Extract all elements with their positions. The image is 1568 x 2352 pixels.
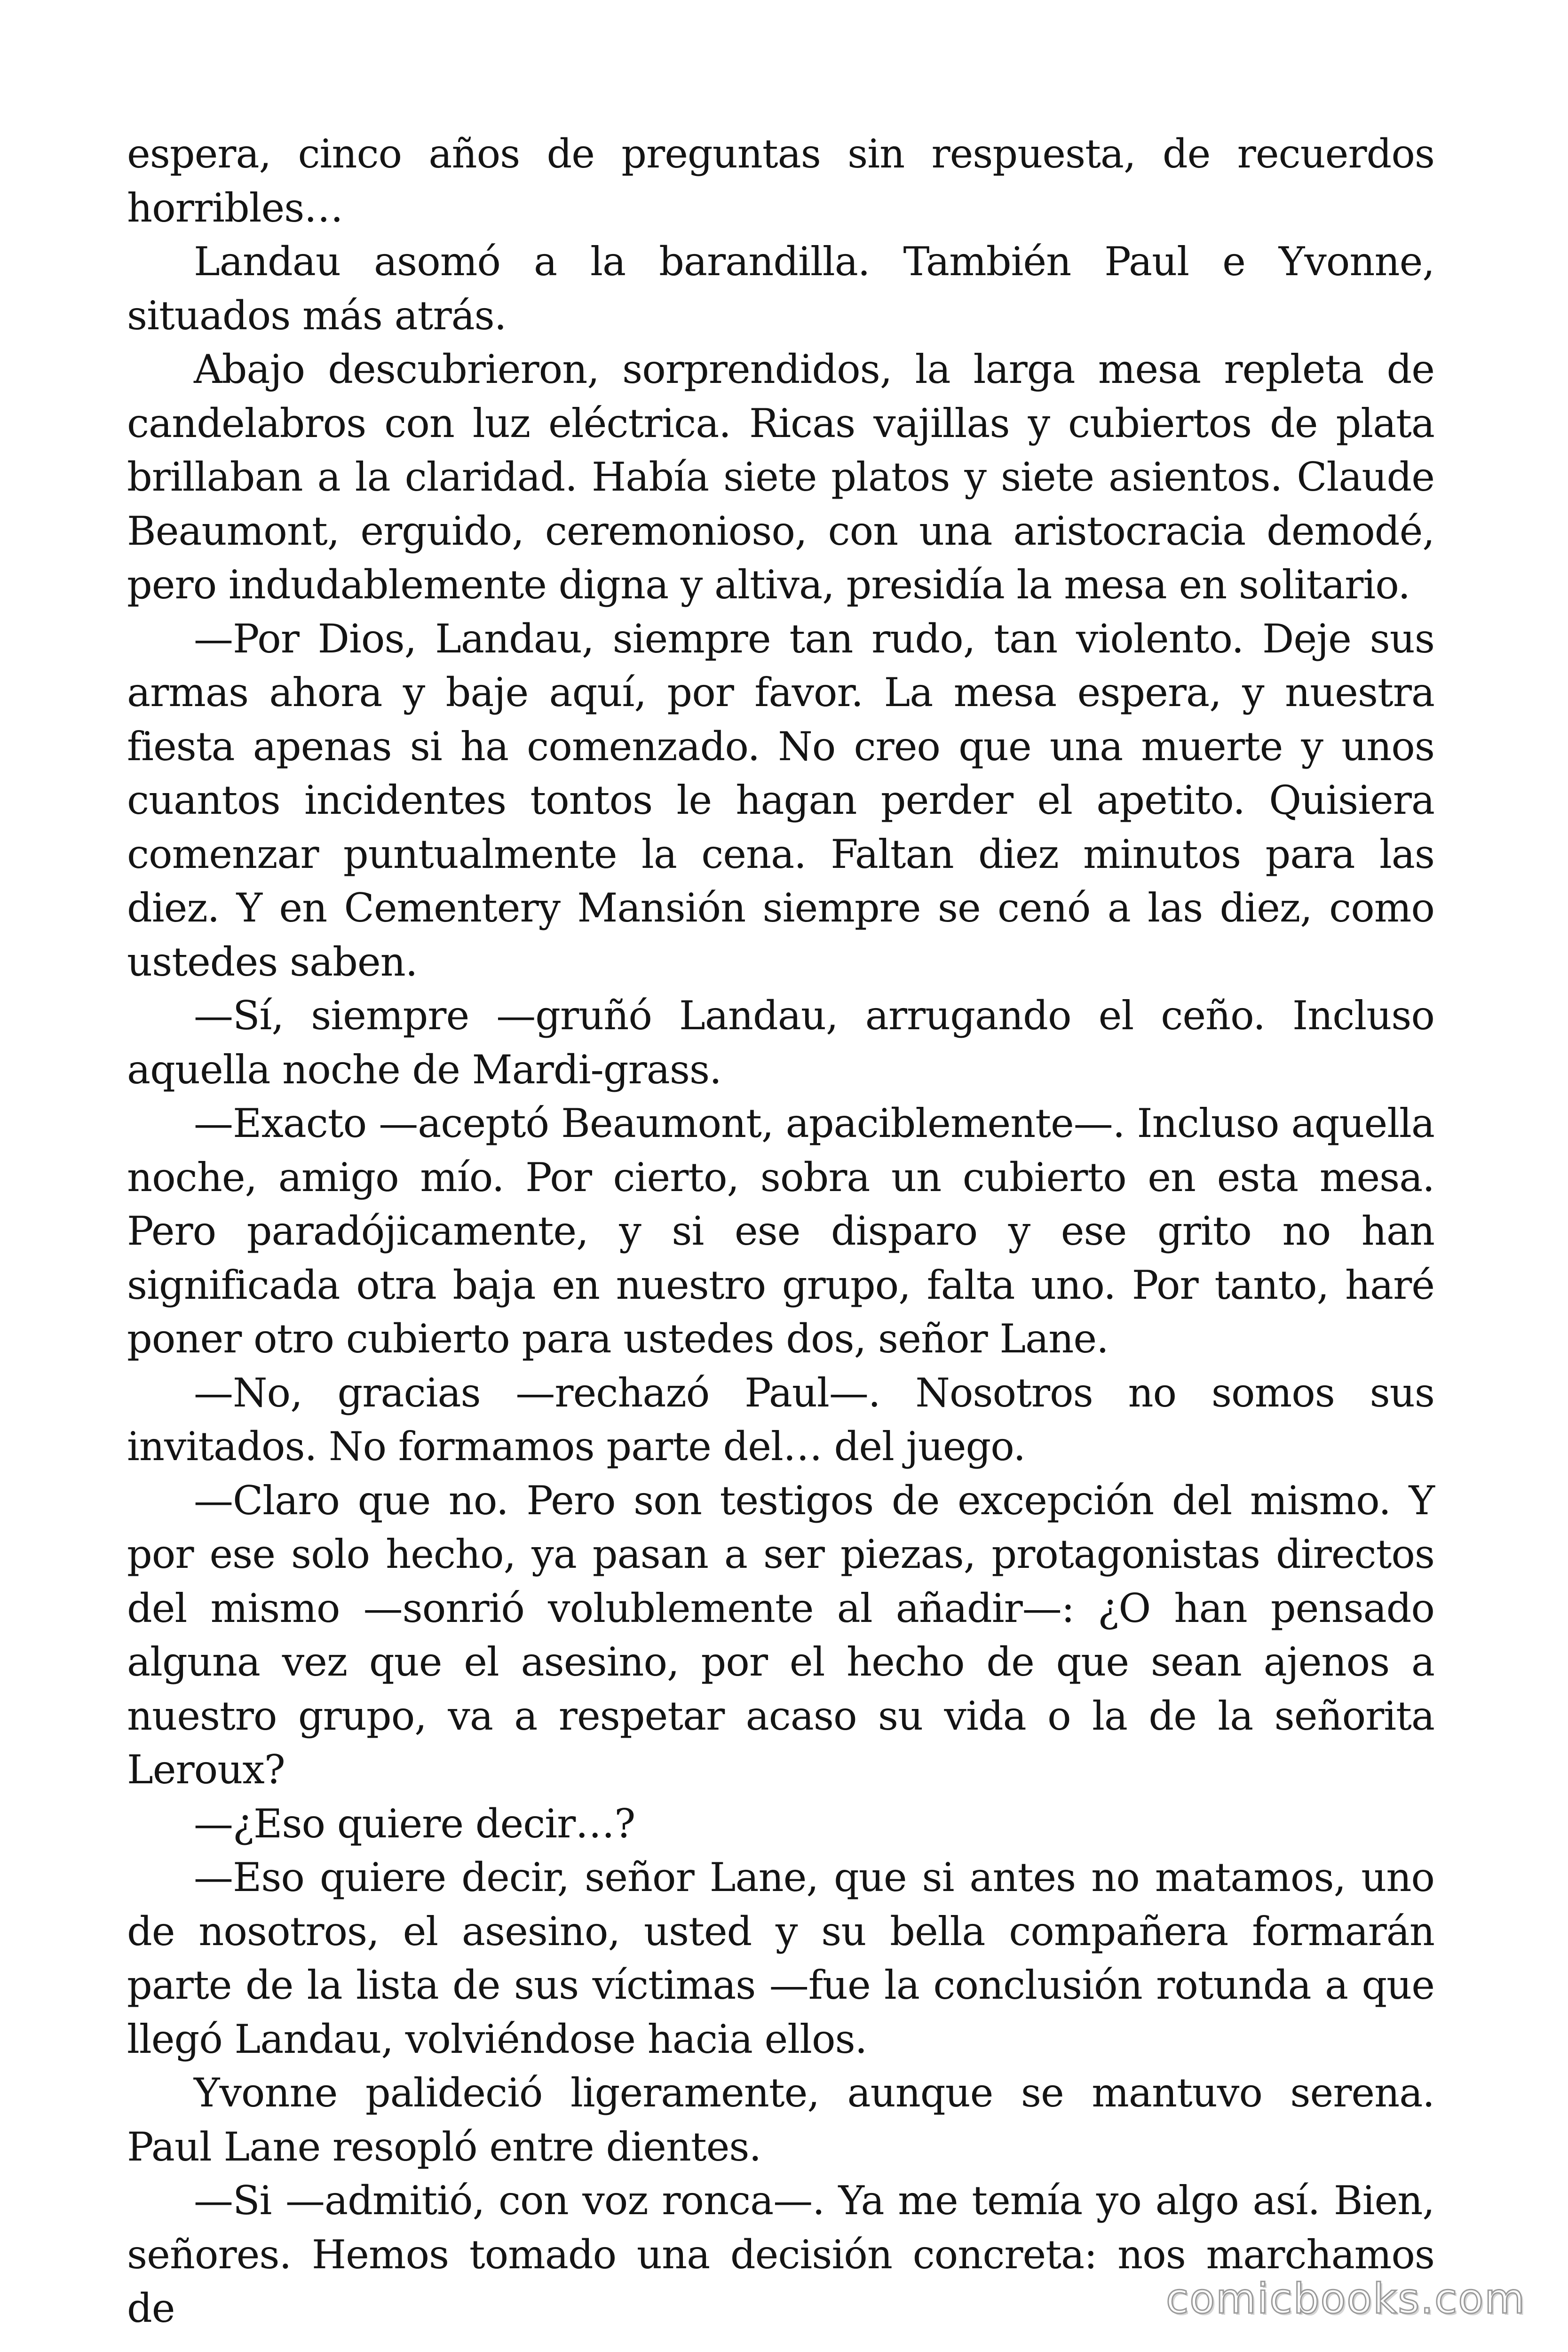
paragraph: —Sí, siempre —gruñó Landau, arrugando el ceño. Incluso aquella noche de Mardi-grass.: [127, 993, 1434, 1093]
paragraph: Abajo descubrieron, sorprendidos, la larga mesa repleta de candelabros con luz eléctrica. Ricas vajillas y cubiertos de plata brillaban a la claridad. Había siete platos y siete asientos. Claude Beaumont, erguido, ceremonioso, con una aristocracia demodé, pero indudablemente digna y altiva, presidía la mesa en solitario.: [127, 346, 1434, 608]
paragraph: —Si —admitió, con voz ronca—. Ya me temía yo algo así. Bien, señores. Hemos tomado una decisión concreta: nos marchamos de: [127, 2177, 1434, 2331]
paragraph: —Por Dios, Landau, siempre tan rudo, tan violento. Deje sus armas ahora y baje aquí, por favor. La mesa espera, y nuestra fiesta apenas si ha comenzado. No creo que una muerte y unos cuantos incidentes tontos le hagan perder el apetito. Quisiera comenzar puntualmente la cena. Faltan diez minutos para las diez. Y en Cementery Mansión siempre se cenó a las diez, como ustedes saben.: [127, 615, 1434, 985]
paragraph: Landau asomó a la barandilla. También Paul e Yvonne, situados más atrás.: [127, 238, 1434, 339]
paragraph: —Exacto —aceptó Beaumont, apaciblemente—. Incluso aquella noche, amigo mío. Por cierto, sobra un cubierto en esta mesa. Pero paradójicamente, y si ese disparo y ese grito no han significada otra baja en nuestro grupo, falta uno. Por tanto, haré poner otro cubierto para ustedes dos, señor Lane.: [127, 1100, 1434, 1362]
watermark: comicbooks.com: [1165, 2274, 1526, 2323]
paragraph: —Eso quiere decir, señor Lane, que si antes no matamos, uno de nosotros, el asesino, usted y su bella compañera formarán parte de la lista de sus víctimas —fue la conclusión rotunda a que llegó Landau, volviéndose hacia ellos.: [127, 1854, 1434, 2062]
body-text: [127, 127, 1434, 2336]
paragraph: espera, cinco años de preguntas sin respuesta, de recuerdos horribles…: [127, 131, 1434, 231]
paragraph: —¿Eso quiere decir…?: [194, 1800, 635, 1847]
paragraph: —Claro que no. Pero son testigos de excepción del mismo. Y por ese solo hecho, ya pasan a ser piezas, protagonistas directos del mismo —sonrió volublemente al añadir—: ¿O han pensado alguna vez que el asesino, por el hecho de que sean ajenos a nuestro grupo, va a respetar acaso su vida o la de la señorita Leroux?: [127, 1477, 1434, 1793]
paragraph: —No, gracias —rechazó Paul—. Nosotros no somos sus invitados. No formamos parte del… del juego.: [127, 1369, 1434, 1470]
paragraph: Yvonne palideció ligeramente, aunque se mantuvo serena. Paul Lane resopló entre dientes.: [127, 2070, 1434, 2170]
book-page: [127, 127, 1434, 2336]
